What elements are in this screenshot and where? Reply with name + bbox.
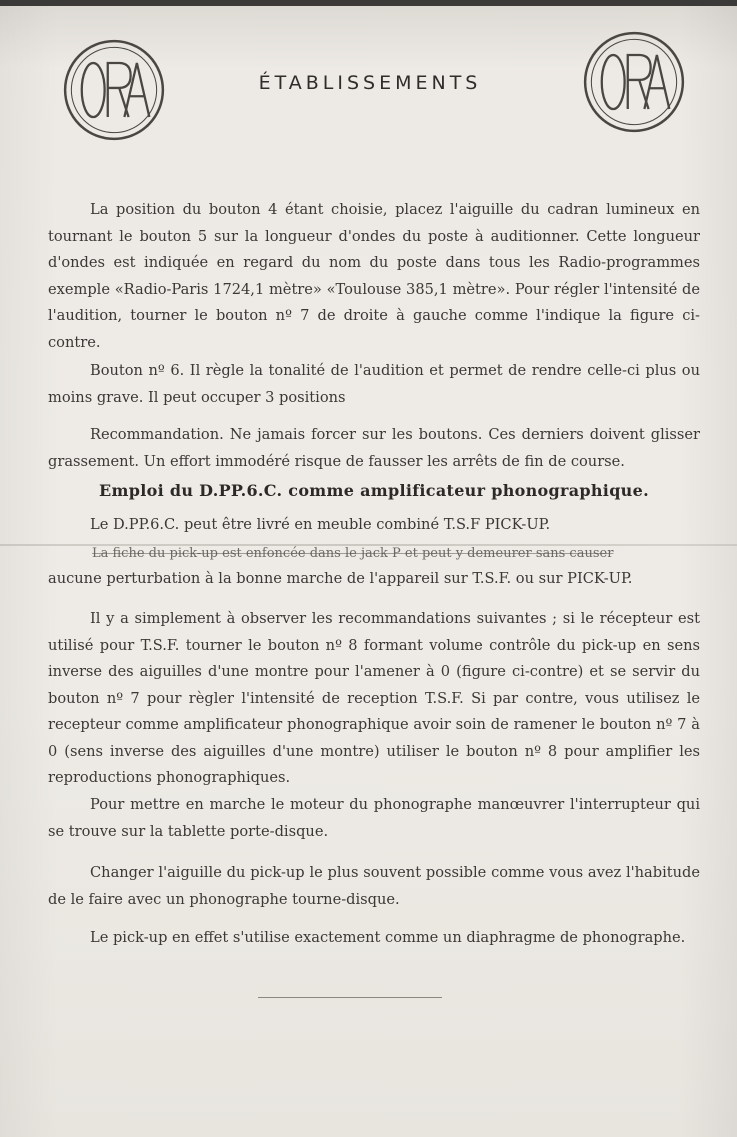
section-title-amplifier: Emploi du D.PP.6.C. comme amplificateur phonographique. — [99, 481, 649, 500]
ora-logo-left-icon — [62, 38, 166, 142]
paragraph-tone-button: Bouton nº 6. Il règle la tonalité de l'audition et permet de rendre celle-ci plus ou moins grave. Il peut occuper 3 positions — [48, 362, 700, 406]
paragraph-jack-line2: aucune perturbation à la bonne marche de l'appareil sur T.S.F. ou sur PICK-UP. — [48, 570, 633, 587]
end-divider — [258, 997, 442, 998]
paragraph-furniture: Le D.PP.6.C. peut être livré en meuble combiné T.S.F PICK-UP. — [90, 516, 551, 533]
paragraph-recommendation: Recommandation. Ne jamais forcer sur les boutons. Ces derniers doivent glisser grassement. Un effort immodéré risque de fausser les arrêts de fin de course. — [48, 426, 700, 470]
paragraph-recommendations: Il y a simplement à observer les recommandations suivantes ; si le récepteur est utilisé pour T.S.F. tourner le bouton nº 8 formant volume contrôle du pick-up en sens inverse des aiguilles d'une montre pour l'amener à 0 (figure ci-contre) et se servir du bouton nº 7 pour règler l'intensité de reception T.S.F. Si par contre, vous utilisez le recepteur comme amplificateur phonographique avoir soin de ramener le bouton nº 7 à 0 (sens inverse des aiguilles d'une montre) utiliser le bouton nº 8 pour amplifier les reproductions phonographiques. — [48, 610, 700, 786]
paragraph-needle: Changer l'aiguille du pick-up le plus souvent possible comme vous avez l'habitude de le faire avec un phonographe tourne-disque. — [48, 864, 700, 908]
paragraph-jack-line1: La fiche du pick-up est enfoncée dans le jack P et peut y demeurer sans causer — [92, 546, 614, 561]
ora-logo-right-icon — [582, 30, 686, 134]
paragraph-diaphragm: Le pick-up en effet s'utilise exactement comme un diaphragme de phonographe. — [90, 929, 686, 946]
paragraph-motor: Pour mettre en marche le moteur du phonographe manœuvrer l'interrupteur qui se trouve sur la tablette porte-disque. — [48, 796, 700, 840]
company-heading: ÉTABLISSEMENTS — [258, 72, 482, 94]
paragraph-tuning: La position du bouton 4 étant choisie, placez l'aiguille du cadran lumineux en tournant le bouton 5 sur la longueur d'ondes du poste à auditionner. Cette longueur d'ondes est indiquée en regard du nom du poste dans tous les Radio-programmes exemple «Radio-Paris 1724,1 mètre» «Toulouse 385,1 mètre». Pour régler l'intensité de l'audition, tourner le bouton nº 7 de droite à gauche comme l'indique la figure ci-contre. — [48, 201, 700, 351]
page-top-edge — [0, 0, 737, 6]
